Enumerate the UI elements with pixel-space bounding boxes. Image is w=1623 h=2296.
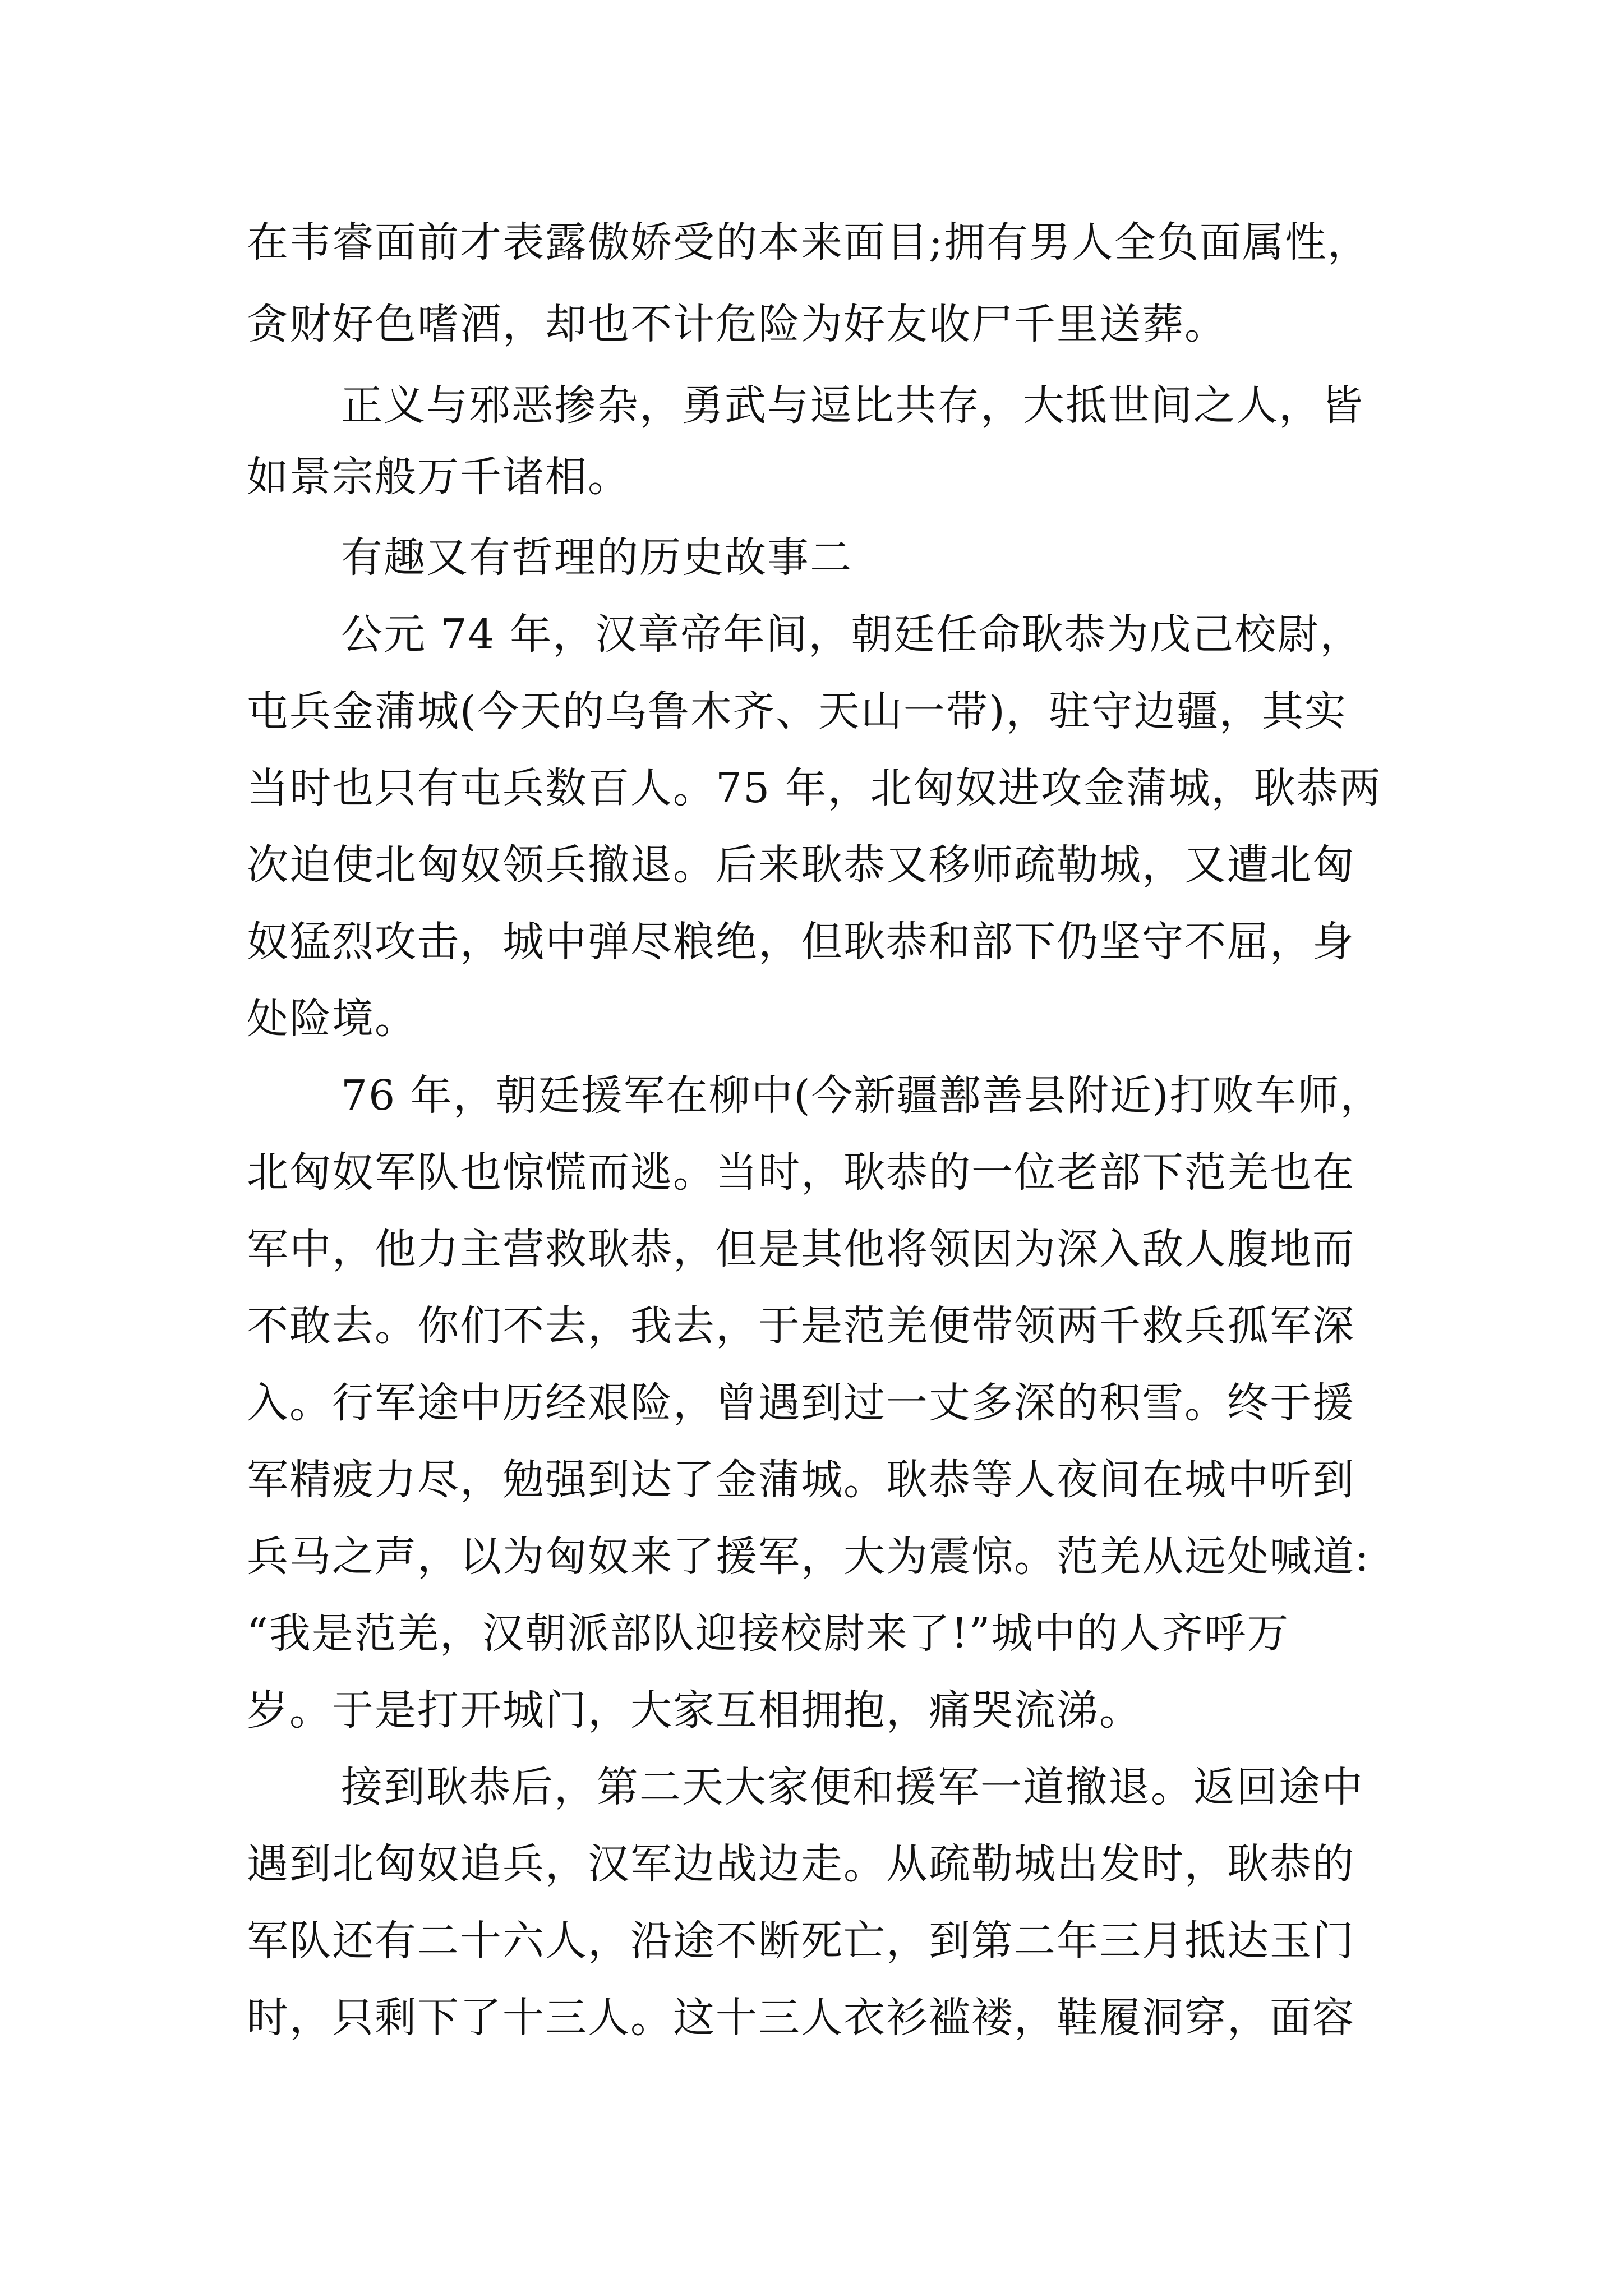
text-line: 入。行军途中历经艰险，曾遇到过一丈多深的积雪。终于援 [247,1379,1355,1427]
text-line: 公元 74 年，汉章帝年间，朝廷任命耿恭为戊己校尉， [341,610,1363,659]
text-line: 76 年，朝廷援军在柳中(今新疆鄯善县附近)打败车师， [341,1071,1383,1120]
text-line: 北匈奴军队也惊慌而逃。当时，耿恭的一位老部下范羌也在 [247,1148,1355,1197]
text-line: 正义与邪恶掺杂，勇武与逗比共存，大抵世间之人，皆 [341,381,1364,430]
text-line: 军精疲力尽，勉强到达了金蒲城。耿恭等人夜间在城中听到 [247,1456,1355,1504]
text-line: “我是范羌，汉朝派部队迎接校尉来了!”城中的人齐呼万 [247,1609,1290,1658]
text-line: 在韦睿面前才表露傲娇受的本来面目;拥有男人全负面属性， [247,218,1370,266]
text-line: 处险境。 [247,995,417,1043]
text-line: 如景宗般万千诸相。 [247,453,630,501]
text-line: 军队还有二十六人，沿途不断死亡，到第二年三月抵达玉门 [247,1917,1355,1965]
text-line: 时，只剩下了十三人。这十三人衣衫褴褛，鞋履洞穿，面容 [247,1994,1355,2042]
text-line: 当时也只有屯兵数百人。75 年，北匈奴进攻金蒲城，耿恭两 [247,764,1382,812]
text-line: 次迫使北匈奴领兵撤退。后来耿恭又移师疏勒城，又遭北匈 [247,841,1355,889]
text-line: 军中，他力主营救耿恭，但是其他将领因为深入敌人腹地而 [247,1225,1355,1273]
text-line: 不敢去。你们不去，我去，于是范羌便带领两千救兵孤军深 [247,1302,1355,1350]
section-heading: 有趣又有哲理的历史故事二 [341,533,852,582]
text-line: 接到耿恭后，第二天大家便和援军一道撤退。返回途中 [341,1763,1364,1811]
text-line: 遇到北匈奴追兵，汉军边战边走。从疏勒城出发时，耿恭的 [247,1840,1355,1888]
text-line: 屯兵金蒲城(今天的乌鲁木齐、天山一带)，驻守边疆，其实 [247,687,1347,735]
text-line: 兵马之声，以为匈奴来了援军，大为震惊。范羌从远处喊道: [247,1533,1370,1581]
text-line: 岁。于是打开城门，大家互相拥抱，痛哭流涕。 [247,1686,1142,1734]
text-line: 贪财好色嗜酒，却也不计危险为好友收尸千里送葬。 [247,300,1227,348]
text-line: 奴猛烈攻击，城中弹尽粮绝，但耿恭和部下仍坚守不屈，身 [247,918,1355,966]
